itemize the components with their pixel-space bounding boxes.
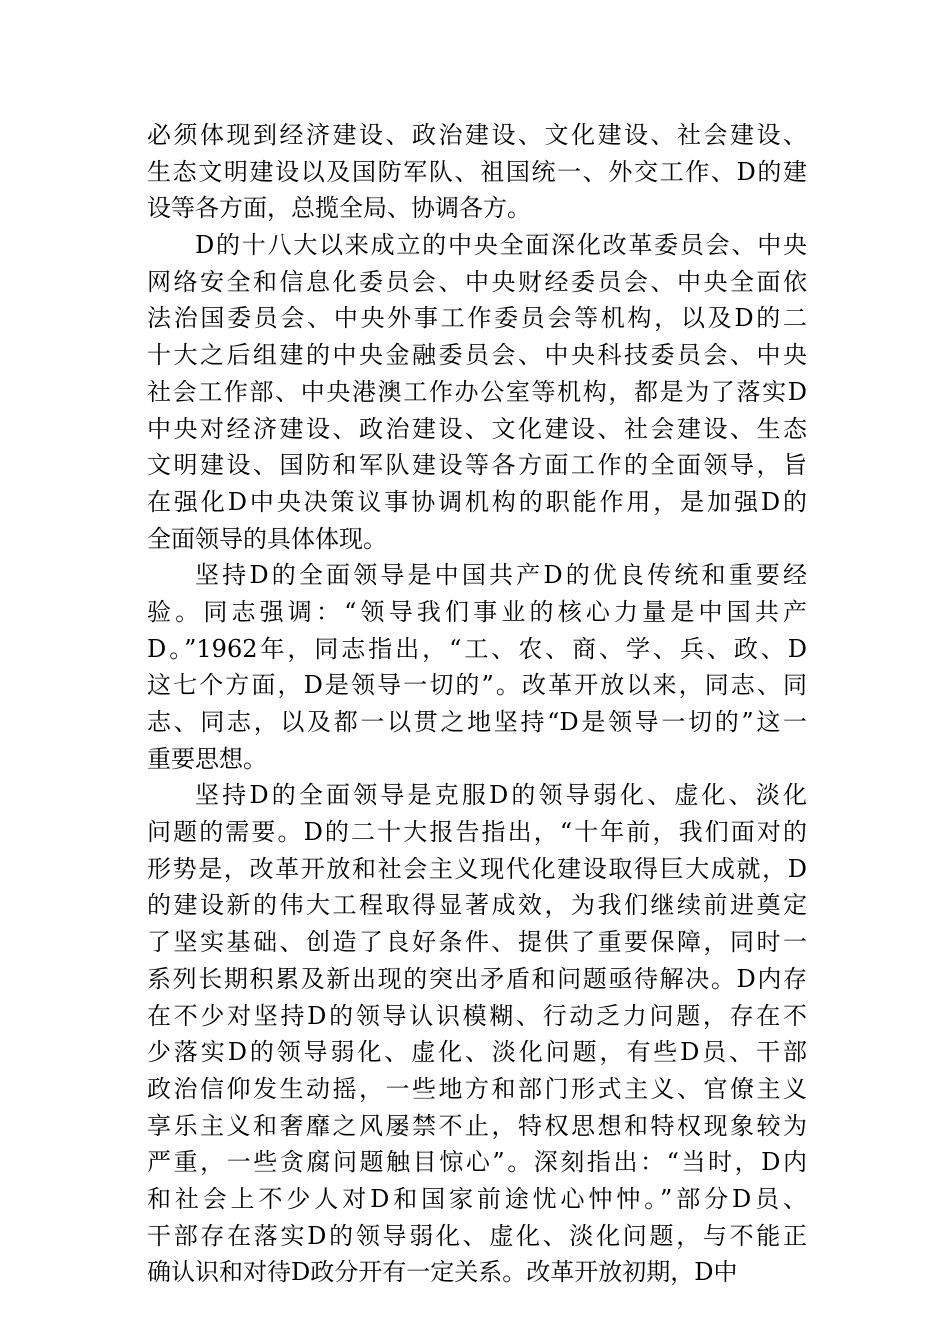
text-line: 少落实D的领导弱化、虚化、淡化问题，有些D员、干部 <box>147 1038 807 1067</box>
text-line: 问题的需要。D的二十大报告指出，“十年前，我们面对的 <box>147 818 807 847</box>
text-line: D。”1962年，同志指出，“工、农、商、学、兵、政、D <box>147 634 807 663</box>
text-line: 文明建设、国防和军队建设等各方面工作的全面领导，旨 <box>147 451 807 480</box>
text-line: 系列长期积累及新出现的突出矛盾和问题亟待解决。D内存 <box>147 964 807 993</box>
text-line: 十大之后组建的中央金融委员会、中央科技委员会、中央 <box>147 341 807 370</box>
text-line: 严重，一些贪腐问题触目惊心”。深刻指出：“当时，D内 <box>147 1148 807 1177</box>
paragraph <box>147 227 807 557</box>
text-line: 坚持D的全面领导是克服D的领导弱化、虚化、淡化 <box>195 781 807 810</box>
text-line: 在不少对坚持D的领导认识模糊、行动乏力问题，存在不 <box>147 1001 807 1030</box>
text-line: 政治信仰发生动摇，一些地方和部门形式主义、官僚主义 <box>147 1074 807 1103</box>
paragraph <box>147 117 807 227</box>
text-line: 和社会上不少人对D和国家前途忧心忡忡。”部分D员、 <box>147 1184 807 1213</box>
paragraph <box>147 777 807 1291</box>
text-line: 形势是，改革开放和社会主义现代化建设取得巨大成就，D <box>147 854 807 883</box>
text-line: 法治国委员会、中央外事工作委员会等机构，以及D的二 <box>147 304 807 333</box>
text-line: 志、同志，以及都一以贯之地坚持“D是领导一切的”这一 <box>147 708 807 736</box>
document-body <box>147 117 807 1291</box>
text-line: 社会工作部、中央港澳工作办公室等机构，都是为了落实D <box>147 377 807 406</box>
text-line: 生态文明建设以及国防军队、祖国统一、外交工作、D的建 <box>147 157 807 186</box>
text-line: 全面领导的具体体现。 <box>147 524 387 553</box>
text-line: 设等各方面，总揽全局、协调各方。 <box>147 194 531 223</box>
text-line: 重要思想。 <box>147 744 267 773</box>
paragraph <box>147 557 807 777</box>
text-line: 了坚实基础、创造了良好条件、提供了重要保障，同时一 <box>147 928 807 957</box>
text-line: 享乐主义和奢靡之风屡禁不止，特权思想和特权现象较为 <box>147 1111 807 1140</box>
text-line: 验。同志强调：“领导我们事业的核心力量是中国共产 <box>147 597 807 626</box>
text-line: D的十八大以来成立的中央全面深化改革委员会、中央 <box>195 231 807 260</box>
text-line: 网络安全和信息化委员会、中央财经委员会、中央全面依 <box>147 267 807 296</box>
text-line: 干部存在落实D的领导弱化、虚化、淡化问题，与不能正 <box>147 1221 807 1250</box>
text-line: 中央对经济建设、政治建设、文化建设、社会建设、生态 <box>147 414 807 443</box>
text-line: 坚持D的全面领导是中国共产D的优良传统和重要经 <box>195 561 807 590</box>
text-line: 确认识和对待D政分开有一定关系。改革开放初期，D中 <box>147 1258 738 1287</box>
text-line: 在强化D中央决策议事协调机构的职能作用，是加强D的 <box>147 487 807 516</box>
text-line: 的建设新的伟大工程取得显著成效，为我们继续前进奠定 <box>147 891 807 920</box>
text-line: 这七个方面，D是领导一切的”。改革开放以来，同志、同 <box>147 671 807 700</box>
text-line: 必须体现到经济建设、政治建设、文化建设、社会建设、 <box>147 121 807 149</box>
